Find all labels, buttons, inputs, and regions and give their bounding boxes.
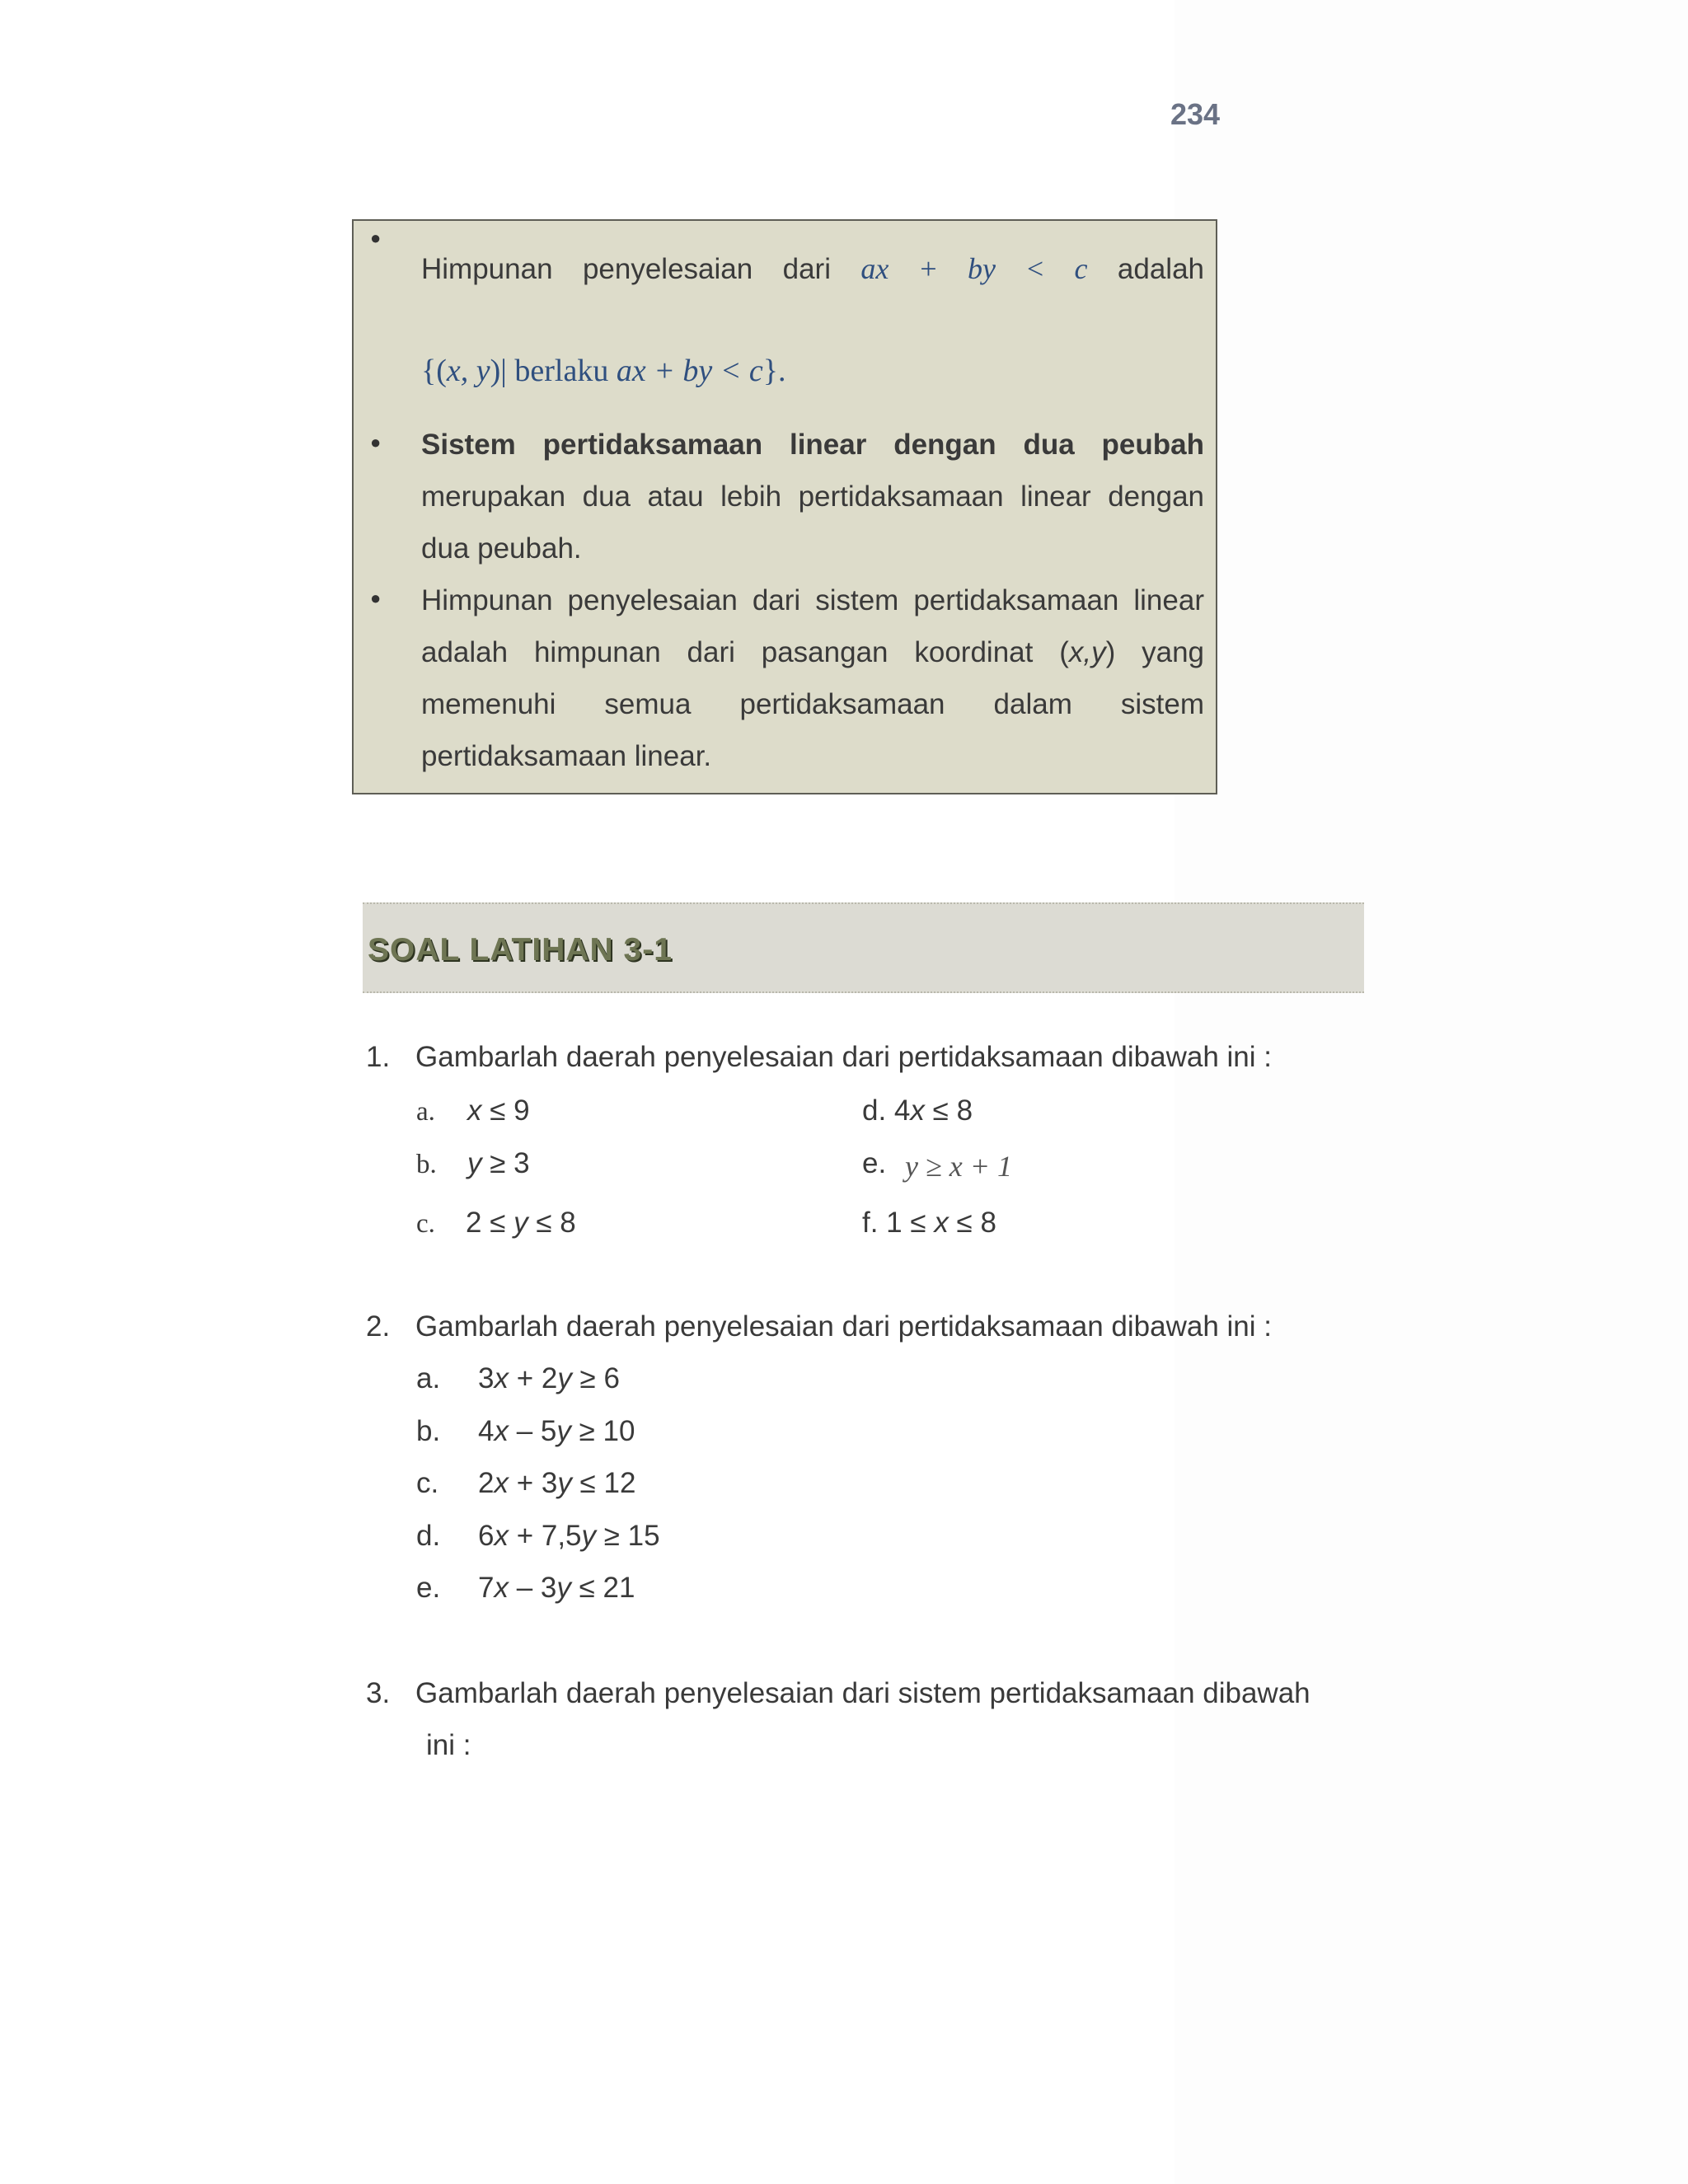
q2-item xyxy=(416,1467,636,1500)
definition-text: merupakan dua atau lebih pertidaksamaan linear dengan dua peubah. xyxy=(421,480,1204,565)
inequality-expression: ax + by < c xyxy=(860,252,1088,285)
item-label: e. xyxy=(416,1572,441,1604)
expr-part: ≤ 8 xyxy=(924,1094,973,1127)
expr-var: y xyxy=(557,1467,572,1499)
definition-term: Sistem pertidaksamaan linear dengan dua peubah xyxy=(421,429,1204,461)
q2-item xyxy=(416,1414,635,1448)
page-shade xyxy=(1175,0,1688,2184)
expr-part: ≤ 12 xyxy=(571,1467,636,1499)
expr-part: + 7,5 xyxy=(508,1519,582,1552)
q2-item xyxy=(416,1362,620,1395)
summary-text: Himpunan penyelesaian dari sistem pertidaksamaan linear adalah himpunan dari pasangan koordinat ( xyxy=(421,584,1204,668)
expr-var: x xyxy=(494,1467,509,1499)
q1-item-a xyxy=(416,1094,530,1127)
item-label: c. xyxy=(416,1209,435,1239)
expr-var: x xyxy=(494,1362,509,1394)
q1-item-e xyxy=(862,1147,1013,1183)
expr-var: y xyxy=(513,1207,528,1239)
summary-bullet-1-line xyxy=(421,243,1204,295)
expr-part: + 3 xyxy=(508,1467,558,1499)
expr-part: 4 xyxy=(478,1414,495,1447)
expr-part: 1 ≤ xyxy=(878,1207,935,1239)
question-text: Gambarlah daerah penyelesaian dari sistem pertidaksamaan dibawah xyxy=(415,1677,1311,1709)
q2-item xyxy=(416,1519,660,1553)
expr-part: ≤ 8 xyxy=(528,1207,576,1239)
expr-var: y xyxy=(556,1572,571,1604)
bullet-icon: ● xyxy=(370,588,382,608)
section-header xyxy=(363,902,1364,993)
bullet-icon: ● xyxy=(370,432,382,452)
expr-part: ≥ 15 xyxy=(596,1519,660,1552)
q1-item-b xyxy=(416,1147,530,1180)
item-label: a. xyxy=(416,1097,435,1127)
summary-word: dari xyxy=(782,253,831,285)
item-label: a. xyxy=(416,1362,441,1394)
question-text: Gambarlah daerah penyelesaian dari pertidaksamaan dibawah ini : xyxy=(415,1310,1272,1343)
expr-part: – 3 xyxy=(508,1572,557,1604)
inequality xyxy=(478,1415,635,1448)
expr-var: y xyxy=(556,1414,571,1447)
expr-var: x xyxy=(934,1207,949,1239)
expr-part: ≥ 10 xyxy=(570,1414,635,1447)
set-bracket: {( xyxy=(421,354,447,388)
expr-part: ≥ 3 xyxy=(481,1147,530,1179)
inequality xyxy=(478,1467,635,1500)
item-label: d. xyxy=(862,1094,887,1127)
item-label: b. xyxy=(416,1150,437,1179)
summary-word: adalah xyxy=(1117,253,1205,285)
inequality xyxy=(478,1362,620,1395)
solution-set-notation xyxy=(421,353,786,389)
inequality xyxy=(478,1572,635,1605)
question-3-continuation: ini : xyxy=(426,1729,471,1761)
expr-var: x xyxy=(910,1094,925,1127)
question-number: 2. xyxy=(366,1310,391,1343)
expr-part: 6 xyxy=(478,1519,495,1552)
set-bracket: }. xyxy=(762,354,786,388)
expr-part: ≤ 21 xyxy=(570,1572,635,1604)
expr-var: x xyxy=(494,1519,509,1552)
section-title: SOAL LATIHAN 3-1 xyxy=(368,932,673,968)
expr-part: – 5 xyxy=(508,1414,557,1447)
q1-item-f xyxy=(862,1207,996,1240)
summary-bullet-2 xyxy=(421,419,1204,574)
question-text: Gambarlah daerah penyelesaian dari pertidaksamaan dibawah ini : xyxy=(415,1041,1272,1073)
item-label: f. xyxy=(862,1207,879,1239)
summary-word: penyelesaian xyxy=(582,253,753,285)
expr-part: 7 xyxy=(478,1572,495,1604)
expr-part: + 2 xyxy=(508,1362,558,1394)
question-number: 3. xyxy=(366,1677,391,1709)
expr-var: x xyxy=(467,1094,482,1127)
summary-bullet-3 xyxy=(421,574,1204,782)
expr-var: y xyxy=(557,1362,572,1394)
summary-box xyxy=(352,219,1217,794)
expr-part: 3 xyxy=(478,1362,495,1394)
expr-var: x xyxy=(494,1572,509,1604)
set-variables: x, y xyxy=(446,354,490,388)
expr-part: ≥ 6 xyxy=(571,1362,620,1394)
expr-var: y xyxy=(467,1147,482,1179)
expr-part: y ≥ x + 1 xyxy=(905,1150,1013,1183)
q2-item xyxy=(416,1572,635,1605)
expr-part: ≤ 8 xyxy=(948,1207,996,1239)
item-label: d. xyxy=(416,1519,441,1552)
expr-part: 2 xyxy=(478,1467,495,1499)
set-expression: ax + by < c xyxy=(616,354,763,388)
item-label: b. xyxy=(416,1414,441,1447)
expr-part: 4 xyxy=(886,1094,911,1127)
bullet-icon: ● xyxy=(370,227,382,248)
summary-word: Himpunan xyxy=(421,253,553,285)
expr-part: 2 ≤ xyxy=(466,1207,514,1239)
expr-part: ≤ 9 xyxy=(481,1094,530,1127)
coordinate-variables: x,y xyxy=(1068,636,1106,668)
expr-var: x xyxy=(494,1414,509,1447)
item-label: c. xyxy=(416,1467,439,1499)
set-condition: )| berlaku xyxy=(490,354,617,388)
summary-text: ) yang memenuhi semua pertidaksamaan dalam sistem pertidaksamaan linear. xyxy=(421,636,1204,772)
question-number: 1. xyxy=(366,1041,391,1073)
q1-item-c xyxy=(416,1207,576,1240)
inequality xyxy=(478,1520,660,1553)
q1-item-d xyxy=(862,1094,973,1127)
item-label: e. xyxy=(862,1147,887,1179)
expr-var: y xyxy=(581,1519,597,1552)
page-number: 234 xyxy=(1170,97,1221,131)
